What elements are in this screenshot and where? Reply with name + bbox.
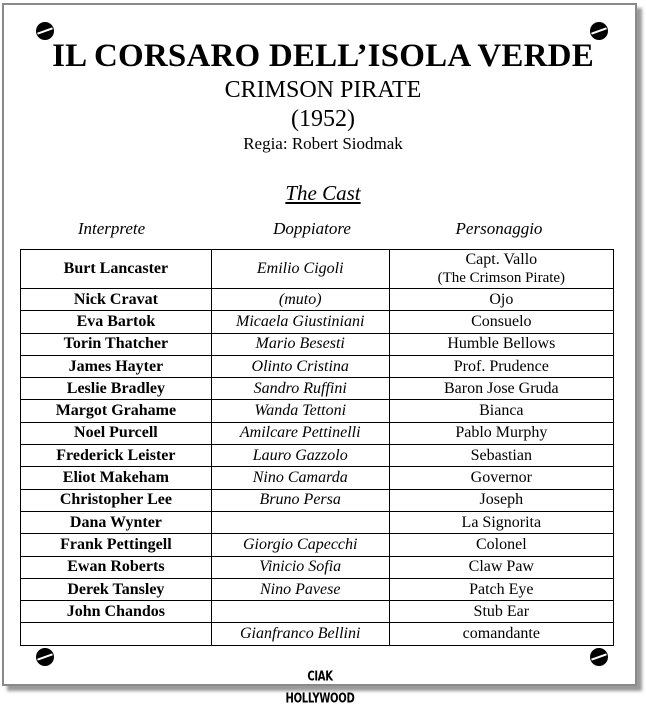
- voice-actor-cell: Sandro Ruffini: [211, 378, 389, 400]
- character-cell: Baron Jose Gruda: [389, 378, 613, 400]
- actor-cell: Frank Pettingell: [21, 534, 212, 556]
- table-row: [21, 511, 614, 533]
- table-row: [21, 623, 614, 645]
- screw-icon: [36, 648, 54, 666]
- character-cell: Bianca: [389, 400, 613, 422]
- character-cell: [389, 250, 613, 289]
- actor-cell: Burt Lancaster: [21, 250, 212, 289]
- voice-actor-cell: Gianfranco Bellini: [211, 623, 389, 645]
- character-note: (The Crimson Pirate): [437, 270, 566, 286]
- table-row: [21, 250, 614, 289]
- voice-actor-cell: Mario Besesti: [211, 333, 389, 355]
- actor-cell: Dana Wynter: [21, 511, 212, 533]
- actor-cell: [21, 623, 212, 645]
- actor-cell: Christopher Lee: [21, 489, 212, 511]
- table-row: [21, 378, 614, 400]
- cast-table: [20, 249, 614, 646]
- character-cell: Patch Eye: [389, 578, 613, 600]
- table-row: [21, 355, 614, 377]
- table-row: [21, 400, 614, 422]
- table-row: [21, 601, 614, 623]
- actor-cell: Eliot Makeham: [21, 467, 212, 489]
- character-cell: Pablo Murphy: [389, 422, 613, 444]
- character-cell: Claw Paw: [389, 556, 613, 578]
- character-cell: Stub Ear: [389, 601, 613, 623]
- director-credit: Regia: Robert Siodmak: [243, 134, 403, 153]
- voice-actor-cell: Emilio Cigoli: [211, 250, 389, 289]
- voice-actor-cell: Giorgio Capecchi: [211, 534, 389, 556]
- actor-cell: Nick Cravat: [21, 289, 212, 311]
- voice-actor-cell: Olinto Cristina: [211, 355, 389, 377]
- table-row: [21, 445, 614, 467]
- actor-cell: Ewan Roberts: [21, 556, 212, 578]
- column-header-voice: Doppiatore: [273, 219, 351, 238]
- character-cell: Humble Bellows: [389, 333, 613, 355]
- table-row: [21, 489, 614, 511]
- character-cell: Colonel: [389, 534, 613, 556]
- actor-cell: Margot Grahame: [21, 400, 212, 422]
- column-header-actor: Interprete: [77, 219, 146, 238]
- character-cell: Consuelo: [389, 311, 613, 333]
- column-header-role: Personaggio: [455, 219, 543, 238]
- table-row: [21, 534, 614, 556]
- voice-actor-cell: Bruno Persa: [211, 489, 389, 511]
- actor-cell: James Hayter: [21, 355, 212, 377]
- film-title: IL CORSARO DELL’ISOLA VERDE: [52, 38, 594, 74]
- actor-cell: Eva Bartok: [21, 311, 212, 333]
- voice-actor-cell: Micaela Giustiniani: [211, 311, 389, 333]
- table-row: [21, 333, 614, 355]
- table-row: [21, 467, 614, 489]
- character-cell: Sebastian: [389, 445, 613, 467]
- actor-cell: Derek Tansley: [21, 578, 212, 600]
- voice-actor-cell: Nino Pavese: [211, 578, 389, 600]
- voice-actor-cell: Amilcare Pettinelli: [211, 422, 389, 444]
- character-cell: Prof. Prudence: [389, 355, 613, 377]
- character-cell: comandante: [389, 623, 613, 645]
- voice-actor-cell: [211, 511, 389, 533]
- voice-actor-cell: Nino Camarda: [211, 467, 389, 489]
- voice-actor-cell: Wanda Tettoni: [211, 400, 389, 422]
- actor-cell: Frederick Leister: [21, 445, 212, 467]
- table-row: [21, 578, 614, 600]
- table-row: [21, 556, 614, 578]
- voice-actor-cell: Vinicio Sofia: [211, 556, 389, 578]
- table-row: [21, 422, 614, 444]
- voice-actor-cell: Lauro Gazzolo: [211, 445, 389, 467]
- ciak-hollywood-logo: CIAK HOLLYWOOD: [285, 669, 355, 707]
- voice-actor-cell: (muto): [211, 289, 389, 311]
- actor-cell: Torin Thatcher: [21, 333, 212, 355]
- character-cell: Joseph: [389, 489, 613, 511]
- character-cell: Governor: [389, 467, 613, 489]
- screw-icon: [590, 648, 608, 666]
- actor-cell: Noel Purcell: [21, 422, 212, 444]
- actor-cell: John Chandos: [21, 601, 212, 623]
- release-year: (1952): [291, 106, 355, 132]
- voice-actor-cell: [211, 601, 389, 623]
- actor-cell: Leslie Bradley: [21, 378, 212, 400]
- original-title: CRIMSON PIRATE: [224, 77, 422, 103]
- character-cell: Ojo: [389, 289, 613, 311]
- table-row: [21, 289, 614, 311]
- character-cell: La Signorita: [389, 511, 613, 533]
- cast-heading: The Cast: [285, 181, 361, 205]
- character-name: Capt. Vallo: [465, 251, 538, 268]
- table-row: [21, 311, 614, 333]
